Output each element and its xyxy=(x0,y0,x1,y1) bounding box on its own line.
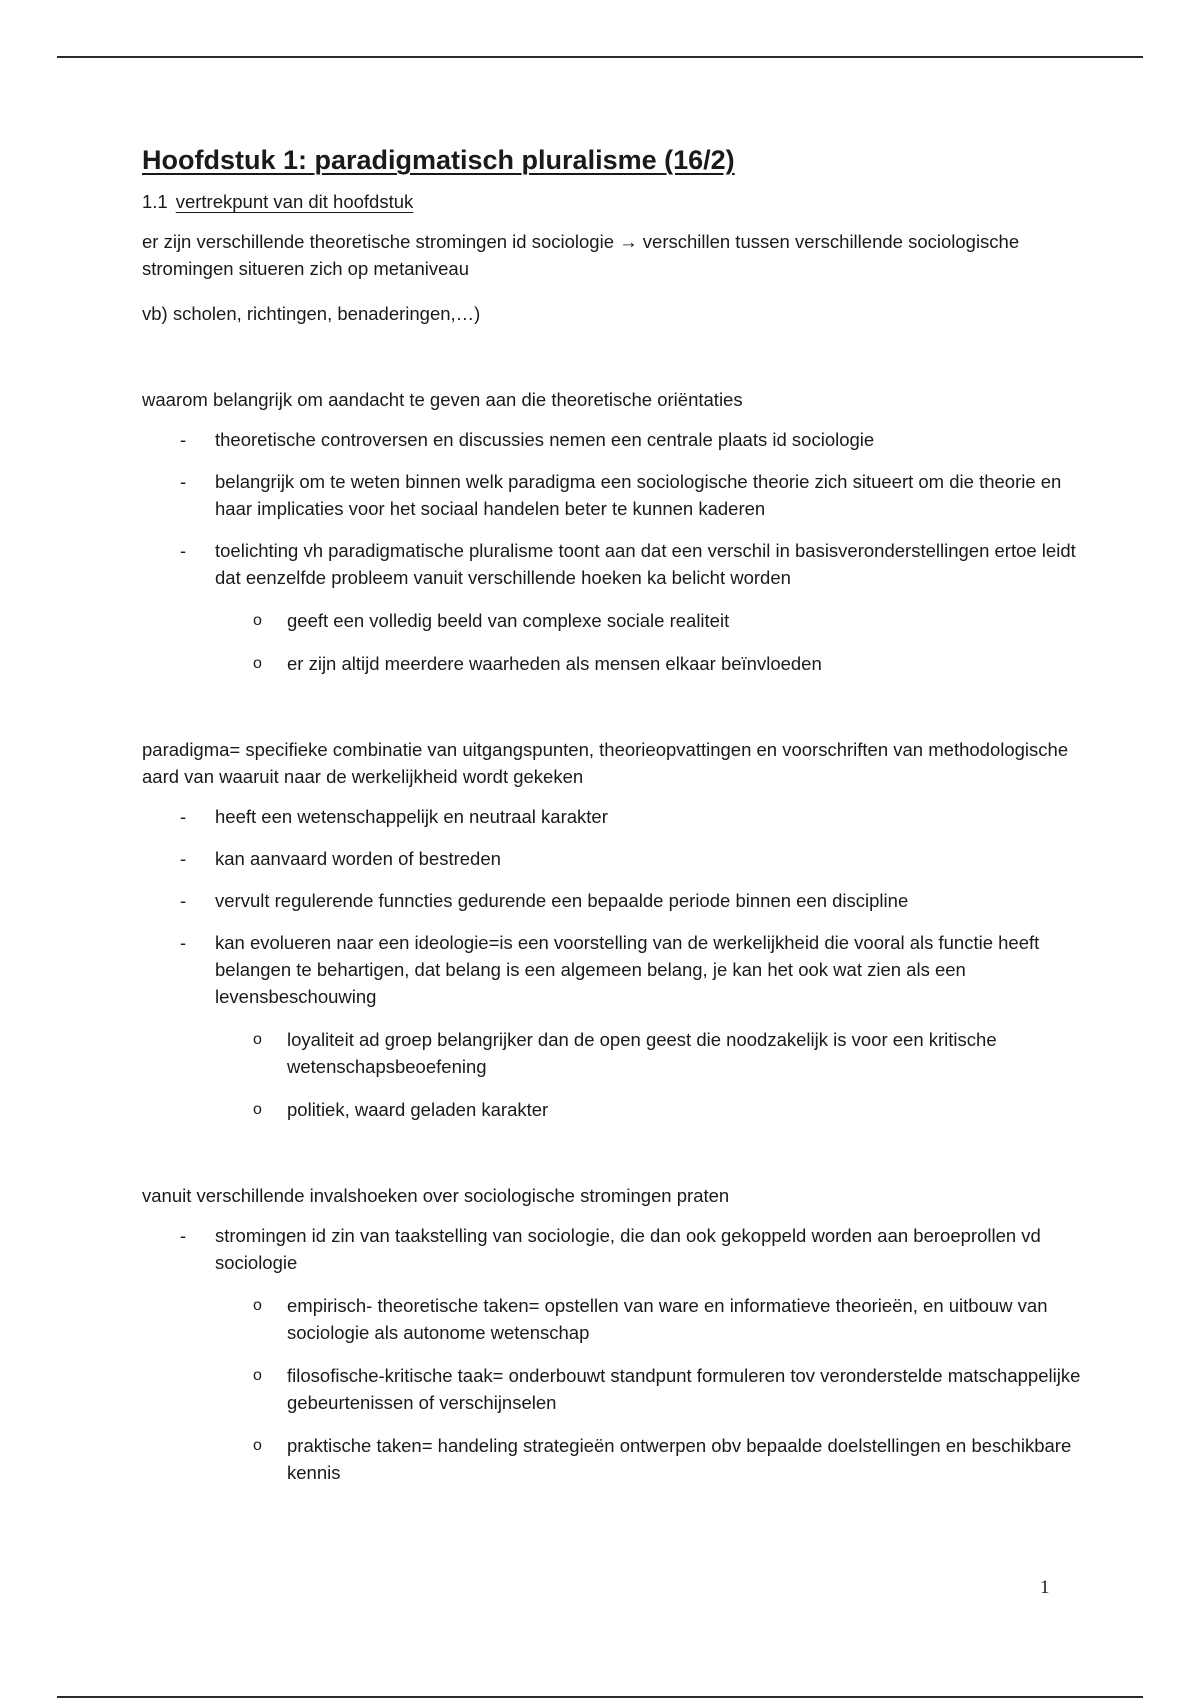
circle-bullet-icon: o xyxy=(253,1101,262,1118)
list-item: - kan aanvaard worden of bestreden xyxy=(142,845,1082,872)
list-item: - theoretische controversen en discussies nemen een centrale plaats id sociologie xyxy=(142,426,1082,453)
why-heading: waarom belangrijk om aandacht te geven aan die theoretische oriëntaties xyxy=(142,389,743,410)
sub-list-item: o loyaliteit ad groep belangrijker dan de open geest die noodzakelijk is voor een kritische wetenschapsbeoefening xyxy=(215,1026,1082,1080)
circle-bullet-icon: o xyxy=(253,1297,262,1314)
example-paragraph: vb) scholen, richtingen, benaderingen,…) xyxy=(142,303,481,324)
perspectives-list xyxy=(142,1222,1082,1486)
list-item: - stromingen id zin van taakstelling van sociologie, die dan ook gekoppeld worden aan beroeprollen vd sociologie o empirisch- theoretische taken= opstellen van ware en informatieve theorieën, en uitbouw van sociologie als autonome wetenschap o filosofische-kritische taak= onderbouwt standpunt formuleren tov veronderstelde matschappelijke gebeurtenissen of verschijnselen o praktische taken= handeling strategieën ontwerpen obv bepaalde doelstellingen en beschikbare kennis xyxy=(142,1222,1082,1486)
sub-list-item: o geeft een volledig beeld van complexe sociale realiteit xyxy=(215,607,1082,634)
intro-paragraph: er zijn verschillende theoretische stromingen id sociologie → verschillen tussen verschillende sociologische stromingen situeren zich op metaniveau xyxy=(142,231,1020,279)
sub-list-item: o empirisch- theoretische taken= opstellen van ware en informatieve theorieën, en uitbouw van sociologie als autonome wetenschap xyxy=(215,1292,1082,1346)
circle-bullet-icon: o xyxy=(253,1031,262,1048)
sub-list-item: o filosofische-kritische taak= onderbouwt standpunt formuleren tov veronderstelde matschappelijke gebeurtenissen of verschijnselen xyxy=(215,1362,1082,1416)
dash-marker: - xyxy=(180,540,187,561)
perspectives-heading: vanuit verschillende invalshoeken over sociologische stromingen praten xyxy=(142,1185,730,1206)
paradigm-definition: paradigma= specifieke combinatie van uitgangspunten, theorieopvattingen en voorschriften van methodologische aard van waaruit naar de werkelijkheid wordt gekeken xyxy=(142,739,1069,787)
section-heading xyxy=(142,188,1082,215)
circle-bullet-icon: o xyxy=(253,612,262,629)
dash-marker: - xyxy=(180,471,187,492)
why-list xyxy=(142,426,1082,677)
list-item: - kan evolueren naar een ideologie=is een voorstelling van de werkelijkheid die vooral als functie heeft belangen te behartigen, dat belang is een algemeen belang, je kan het ook wat zien als een levensbeschouwing o loyaliteit ad groep belangrijker dan de open geest die noodzakelijk is voor een kritische wetenschapsbeoefening o politiek, waard geladen karakter xyxy=(142,929,1082,1123)
circle-bullet-icon: o xyxy=(253,1437,262,1454)
header-rule xyxy=(57,56,1143,58)
dash-marker: - xyxy=(180,890,187,911)
paradigm-sublist xyxy=(215,1026,1082,1123)
document-body xyxy=(142,140,1082,1486)
dash-marker: - xyxy=(180,806,187,827)
paradigm-list xyxy=(142,803,1082,1123)
section-number: 1.1 xyxy=(142,191,168,212)
dash-marker: - xyxy=(180,848,187,869)
dash-marker: - xyxy=(180,932,187,953)
dash-marker: - xyxy=(180,1225,187,1246)
list-item: - toelichting vh paradigmatische pluralisme toont aan dat een verschil in basisveronderstellingen ertoe leidt dat eenzelfde probleem vanuit verschillende hoeken ka belicht worden o geeft een volledig beeld van complexe sociale realiteit o er zijn altijd meerdere waarheden als mensen elkaar beïnvloeden xyxy=(142,537,1082,677)
list-item: - belangrijk om te weten binnen welk paradigma een sociologische theorie zich situeert om die theorie en haar implicaties voor het sociaal handelen beter te kunnen kaderen xyxy=(142,468,1082,522)
page-number: 1 xyxy=(1040,1577,1050,1598)
dash-marker: - xyxy=(180,429,187,450)
perspectives-sublist xyxy=(215,1292,1082,1486)
page-title: Hoofdstuk 1: paradigmatisch pluralisme (16/2) xyxy=(142,145,735,175)
sub-list-item: o er zijn altijd meerdere waarheden als mensen elkaar beïnvloeden xyxy=(215,650,1082,677)
sub-list-item: o praktische taken= handeling strategieën ontwerpen obv bepaalde doelstellingen en beschikbare kennis xyxy=(215,1432,1082,1486)
list-item: - vervult regulerende funncties gedurende een bepaalde periode binnen een discipline xyxy=(142,887,1082,914)
why-sublist xyxy=(215,607,1082,677)
list-item: - heeft een wetenschappelijk en neutraal karakter xyxy=(142,803,1082,830)
footer-rule xyxy=(57,1696,1143,1698)
circle-bullet-icon: o xyxy=(253,1367,262,1384)
circle-bullet-icon: o xyxy=(253,655,262,672)
sub-list-item: o politiek, waard geladen karakter xyxy=(215,1096,1082,1123)
section-label: vertrekpunt van dit hoofdstuk xyxy=(175,191,414,212)
